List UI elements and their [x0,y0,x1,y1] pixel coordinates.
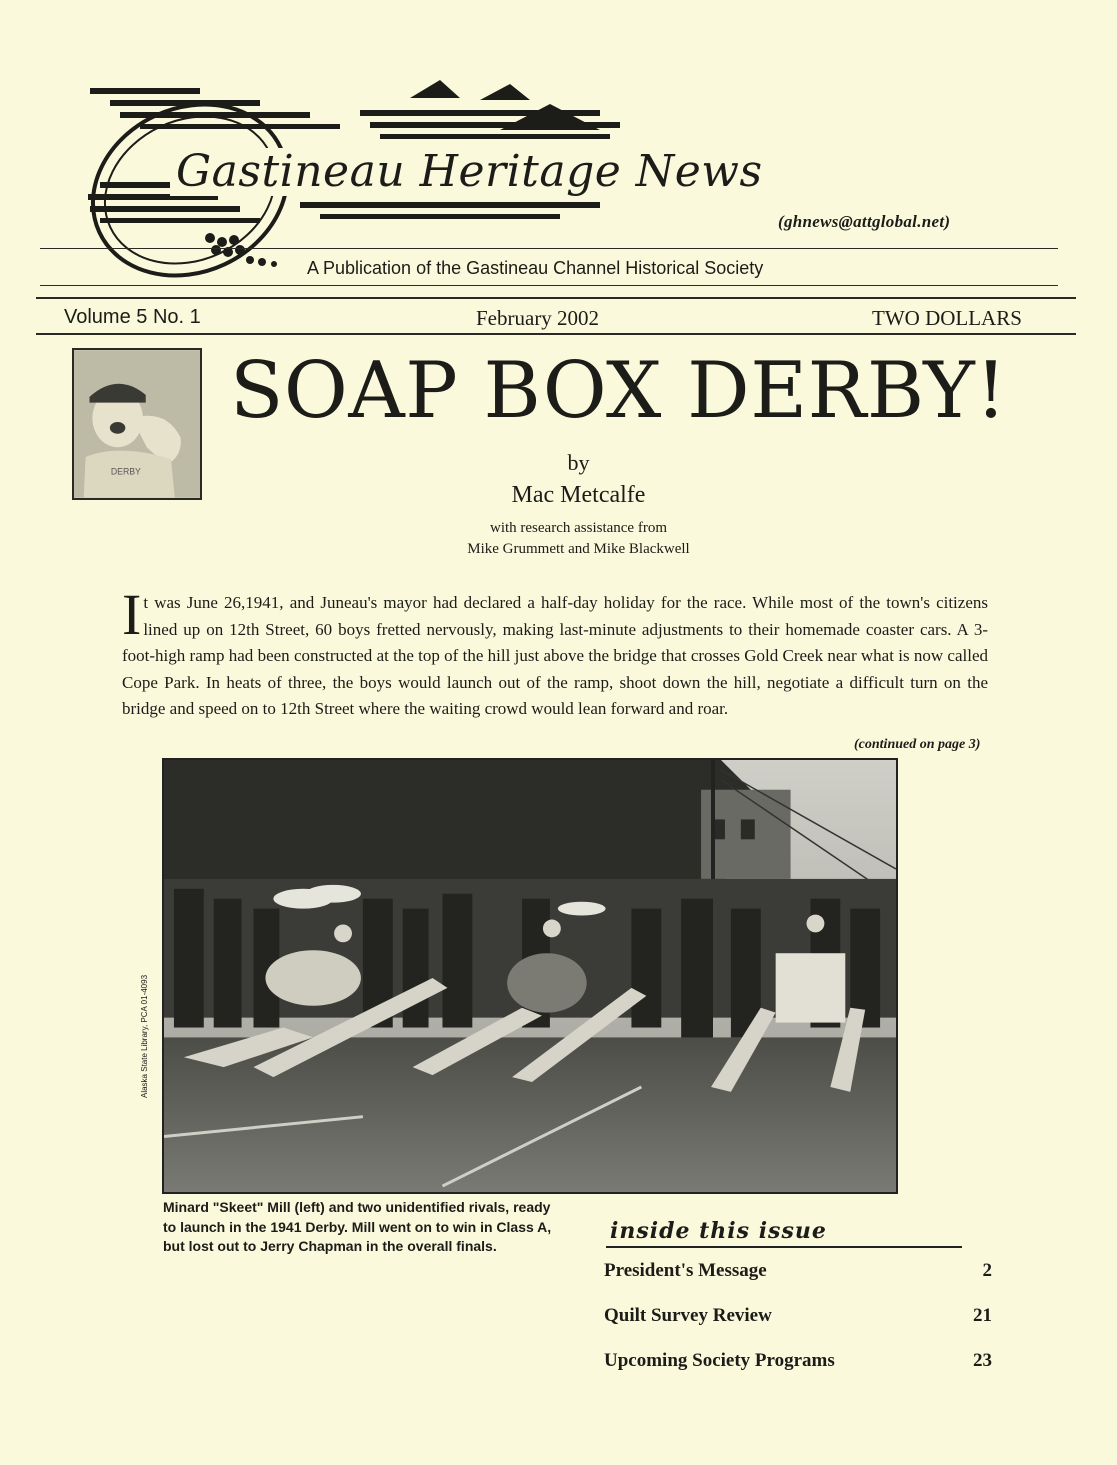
research-credit [0,518,1117,560]
author-name: Mac Metcalfe [511,482,646,508]
publication-line: A Publication of the Gastineau Channel Historical Society [307,258,764,278]
continued-note: (continued on page 3) [854,737,981,752]
toc-item-page: 23 [973,1350,992,1371]
toc-item-label: Upcoming Society Programs [604,1350,835,1371]
byline-by: by [567,450,590,475]
volume-number: Volume 5 No. 1 [64,306,201,328]
svg-text:DERBY: DERBY [110,466,141,477]
divider [36,297,1076,299]
drop-cap: I [122,582,142,647]
photo-caption: Minard "Skeet" Mill (left) and two unidentified rivals, ready to launch in the 1941 Derby. Mill went on to win in Class A, but lost out to Jerry Chapman in the overall finals. [163,1199,552,1254]
research-credit-names: Mike Grummett and Mike Blackwell [467,541,690,557]
issue-price: TWO DOLLARS [872,306,1022,330]
masthead-title: Gastineau Heritage News [170,148,769,196]
photo-credit: Alaska State Library, PCA 01-4093 [140,974,149,1098]
toc-item-label: President's Message [604,1260,767,1281]
toc-item-label: Quilt Survey Review [604,1305,772,1326]
toc-item[interactable] [604,1350,992,1372]
soap-box-cars-photo-image [164,760,896,1192]
contact-email: (ghnews@attglobal.net) [778,212,951,231]
toc-item[interactable] [604,1260,992,1282]
issue-date: February 2002 [476,306,600,330]
article-headline: SOAP BOX DERBY! [230,346,1008,436]
article-paragraph: t was June 26,1941, and Juneau's mayor had declared a half-day holiday for the race. While most of the town's citizens lined up on 12th Street, 60 boys fretted nervously, making last-minute adjustments to their homemade coaster cars. A 3-foot-high ramp had been constructed at the top of the hill just above the bridge that crosses Gold Creek near what is now called Cope Park. In heats of three, the boys would launch out of the ramp, shoot down the hill, negotiate a difficult turn on the bridge and speed on to 12th Street where the waiting crowd would lean forward and roar. [122,593,988,718]
toc-divider [606,1246,962,1248]
toc-item[interactable] [604,1305,992,1327]
toc-item-page: 2 [982,1260,992,1281]
research-credit-line: with research assistance from [489,520,667,536]
divider [40,285,1058,286]
article-body [122,582,988,723]
derby-boy-portrait [72,348,202,500]
divider [36,333,1076,335]
divider [40,248,1058,249]
toc-heading: inside this issue [610,1218,827,1244]
derby-start-photo [162,758,898,1194]
toc-item-page: 21 [973,1305,992,1326]
